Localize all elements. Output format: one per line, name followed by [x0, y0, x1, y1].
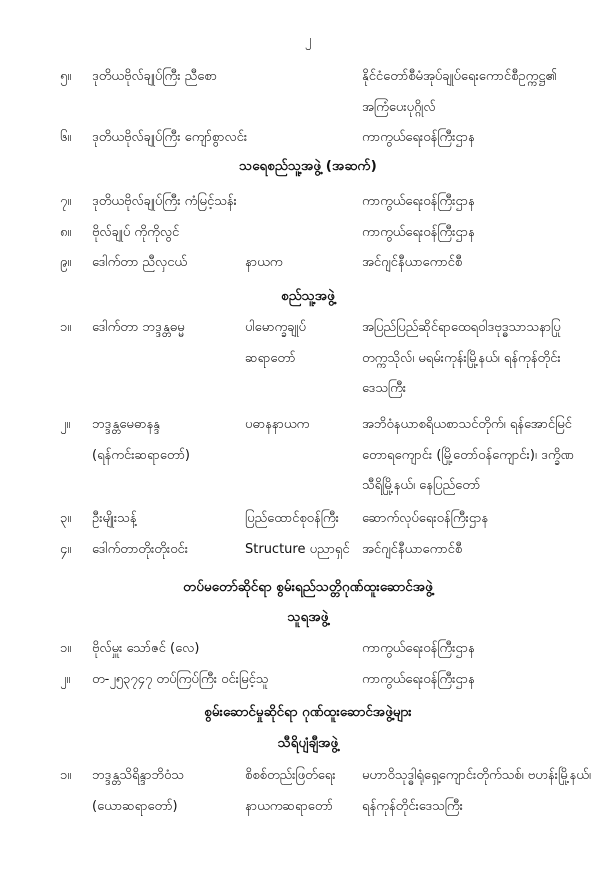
entry-number: ၂။ [60, 672, 71, 687]
entry-name: ဘဒ္ဒန္တသိရိန္ဒာဘိဝံသ [92, 768, 184, 783]
entry-organization: ဒေသကြီး [362, 381, 407, 396]
entry-number: ၇။ [60, 194, 72, 209]
entry-number: ၁။ [60, 768, 72, 783]
entry-name: ဒုတိယဗိုလ်ချုပ်ကြီး ညီစော [92, 69, 217, 84]
entry-name: ဒုတိယဗိုလ်ချုပ်ကြီး ကံမြင့်သန်း [92, 194, 237, 209]
list-item [0, 256, 616, 278]
entry-organization: ကာကွယ်ရေးဝန်ကြီးဌာန [362, 672, 475, 687]
entry-organization: ဆောက်လုပ်ရေးဝန်ကြီးဌာန [362, 511, 489, 526]
entry-organization: ရန်ကုန်တိုင်းဒေသကြီး [362, 799, 463, 814]
entry-name: ဗိုလ်ချုပ် ကိုကိုလွင် [92, 225, 180, 240]
list-item [0, 543, 616, 565]
entry-organization: အင်ဂျင်နီယာကောင်စီ [362, 255, 463, 270]
entry-organization: အင်ဂျင်နီယာကောင်စီ [362, 542, 463, 557]
list-item [0, 226, 616, 248]
entry-name: (ယောဆရာတော်) [92, 799, 178, 814]
list-item [0, 352, 616, 374]
list-item [0, 101, 616, 123]
list-item [0, 642, 616, 664]
entry-name: ဒေါက်တာ ညီလှငယ် [92, 255, 188, 270]
entry-role: ပါမောက္ခချုပ် [245, 320, 306, 335]
entry-organization: အပြည်ပြည်ဆိုင်ရာထေရဝါဒဗုဒ္ဓသာသနာပြု [362, 320, 561, 335]
list-item [0, 673, 616, 695]
entry-role: နာယက [245, 255, 283, 270]
entry-role: ပဓာနနာယက [245, 417, 310, 432]
entry-name: ဘဒ္ဒန္တမေဓာနန္ဒ [92, 417, 160, 432]
entry-name: တ-၂၅၃၇၄၇ တပ်ကြပ်ကြီး ဝင်းမြင့်သူ [92, 672, 269, 687]
section-heading: သရေစည်သူ့အဖွဲ့ (အဆက်) [239, 158, 377, 174]
entry-organization: ကာကွယ်ရေးဝန်ကြီးဌာန [362, 641, 475, 656]
entry-organization: နိုင်ငံတော်စီမံအုပ်ချုပ်ရေးကောင်စီဥက္ကဋ္ဌ၏ [362, 69, 557, 84]
entry-organization: ကာကွယ်ရေးဝန်ကြီးဌာန [362, 194, 475, 209]
entry-organization: ကာကွယ်ရေးဝန်ကြီးဌာန [362, 130, 475, 145]
entry-organization: မဟာဝိသုဒ္ဓါရုံရှေ့ကျောင်းတိုက်သစ်၊ ဗဟန်းမြို့နယ်၊ [362, 768, 591, 783]
section-heading: စည်သူ့အဖွဲ့ [281, 288, 335, 304]
entry-name: ဒေါက်တာတိုးတိုးဝင်း [92, 542, 189, 557]
entry-organization: တက္ကသိုလ်၊ မရမ်းကုန်းမြို့နယ်၊ ရန်ကုန်တိုင်း [362, 351, 561, 366]
section-heading: တပ်မတော်ဆိုင်ရာ စွမ်းရည်သတ္တိဂုဏ်ထူးဆောင်အဖွဲ့ [183, 579, 433, 595]
entry-number: ၁။ [60, 320, 72, 335]
list-item [0, 449, 616, 471]
entry-number: ၄။ [60, 542, 72, 557]
entry-number: ၆။ [60, 130, 72, 145]
entry-organization: သီရိမြို့နယ်၊ နေပြည်တော် [362, 478, 481, 493]
list-item [0, 479, 616, 501]
list-item [0, 512, 616, 534]
list-item [0, 800, 616, 822]
entry-number: ၈။ [60, 225, 72, 240]
entry-number: ၉။ [60, 255, 72, 270]
entry-role: စိစစ်တည်းဖြတ်ရေး [245, 768, 336, 783]
section-heading: သူရအဖွဲ့ [287, 609, 329, 625]
entry-number: ၃။ [60, 511, 72, 526]
list-item [0, 321, 616, 343]
entry-name: (ရန်ကင်းဆရာတော်) [92, 448, 191, 463]
entry-role: ပြည်ထောင်စုဝန်ကြီး [245, 511, 339, 526]
entry-role: ဆရာတော် [245, 351, 296, 366]
entry-name: ဒေါက်တာ ဘဒ္ဒန္တဓမ္မ [92, 320, 185, 335]
entry-number: ၂။ [60, 417, 71, 432]
entry-number: ၁။ [60, 641, 72, 656]
entry-organization: အဘိဝံနယာစရိယစာသင်တိုက်၊ ရန်အောင်မြင် [362, 417, 572, 432]
entry-organization: အကြံပေးပုဂ္ဂိုလ် [362, 100, 436, 115]
entry-name: ဗိုလ်မှူး သော်ဇင် (လေ) [92, 641, 200, 656]
entry-organization: ကာကွယ်ရေးဝန်ကြီးဌာန [362, 225, 475, 240]
entry-name: ဦးမျိုးသန့် [92, 511, 137, 526]
entry-role: Structure ပညာရှင် [245, 542, 350, 557]
entry-role: နာယကဆရာတော် [245, 799, 333, 814]
page-number: ၂ [304, 33, 312, 48]
list-item [0, 195, 616, 217]
list-item [0, 70, 616, 92]
section-heading: စွမ်းဆောင်မှုဆိုင်ရာ ဂုဏ်ထူးဆောင်အဖွဲ့များ [204, 704, 412, 720]
list-item [0, 131, 616, 153]
list-item [0, 769, 616, 791]
entry-organization: တောရကျောင်း (မြို့တော်ဝန်ကျောင်း)၊ ဒက္ခိဏ [362, 448, 574, 463]
entry-number: ၅။ [60, 69, 72, 84]
list-item [0, 382, 616, 404]
list-item [0, 418, 616, 440]
section-heading: သီရိပျံချီအဖွဲ့ [277, 735, 339, 751]
entry-name: ဒုတိယဗိုလ်ချုပ်ကြီး ကျော်စွာလင်း [92, 130, 248, 145]
